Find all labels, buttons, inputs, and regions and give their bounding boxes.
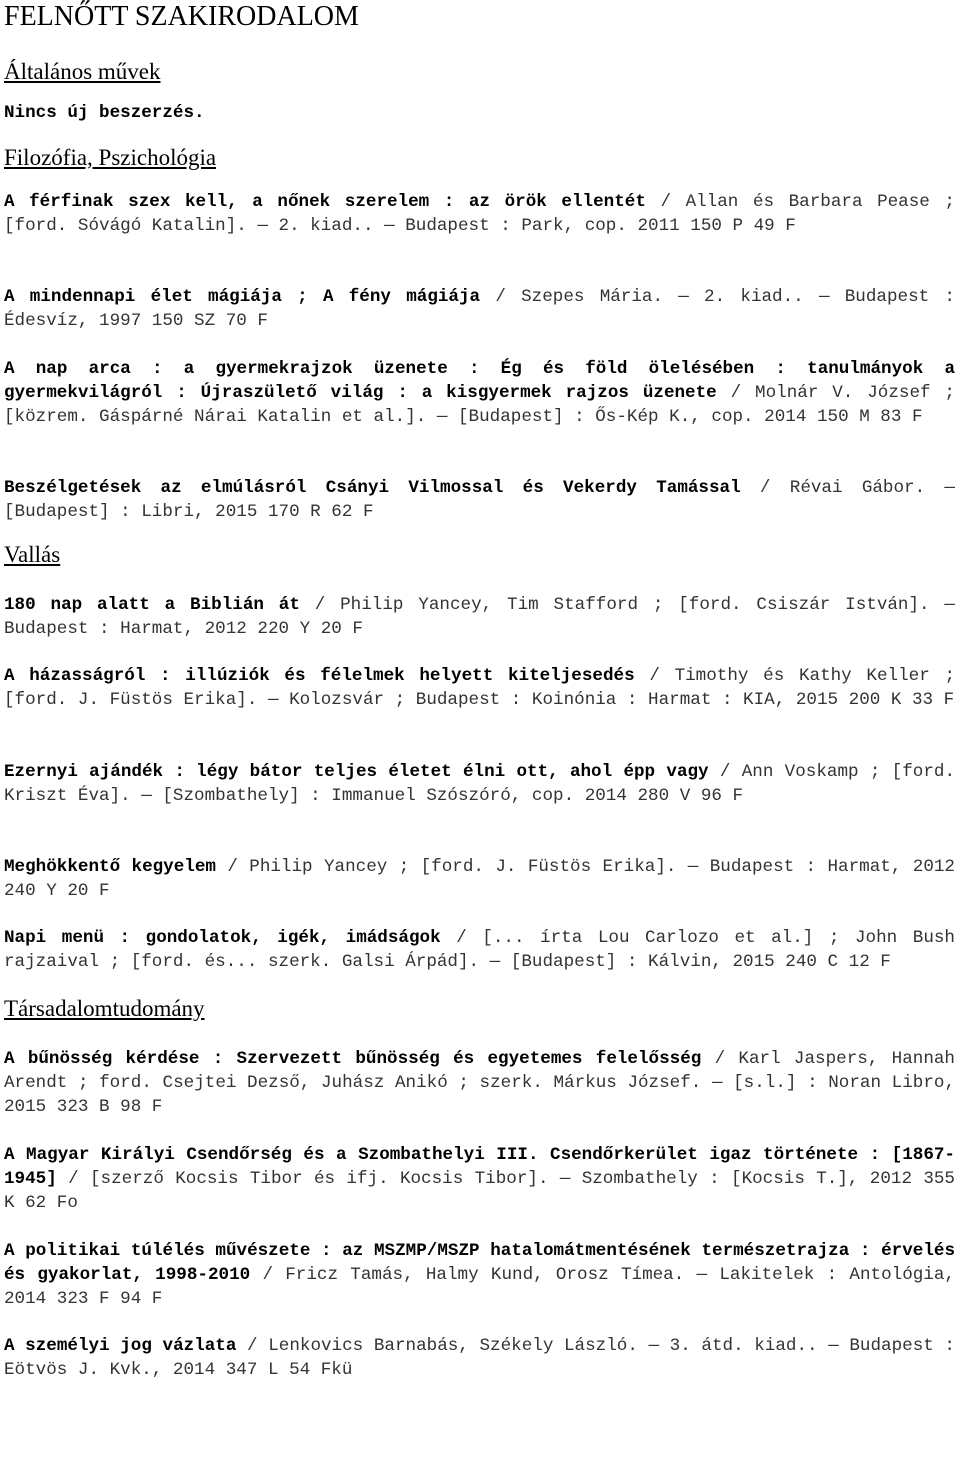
catalog-entry [4,190,955,285]
catalog-entry [4,1047,955,1143]
catalog-entry [4,593,955,664]
entry-details: / Ann Voskamp ; [ford. Kriszt Éva]. — [Szombathely] : Immanuel Szószóró, cop. 2014 280 V 96 F [4,762,955,806]
entry-details: / Révai Gábor. — [Budapest] : Libri, 2015 170 R 62 F [4,478,955,522]
entry-title: A Magyar Királyi Csendőrség és a Szombathelyi III. Csendőrkerület igaz története : [1867-1945] [4,1145,955,1189]
entry-title: Meghökkentő kegyelem [4,857,216,877]
entry-details: / [... írta Lou Carlozo et al.] ; John Bush rajzaival ; [ford. és... szerk. Galsi Árpád]. — [Budapest] : Kálvin, 2015 240 C 12 F [4,928,955,972]
entry-title: A mindennapi élet mágiája ; A fény mágiája [4,287,481,307]
entry-details: / Szepes Mária. — 2. kiad.. — Budapest : Édesvíz, 1997 150 SZ 70 F [4,287,955,331]
entry-title: A férfinak szex kell, a nőnek szerelem : az örök ellentét [4,192,646,212]
entry-details: / Fricz Tamás, Halmy Kund, Orosz Tímea. — Lakitelek : Antológia, 2014 323 F 94 F [4,1265,955,1309]
entry-details: / Karl Jaspers, Hannah Arendt ; ford. Csejtei Dezső, Juhász Anikó ; szerk. Márkus József. — [s.l.] : Noran Libro, 2015 323 B 98 F [4,1049,955,1117]
catalog-entry [4,476,955,548]
catalog-entry [4,1143,955,1239]
catalog-entry [4,664,955,760]
entry-title: Beszélgetések az elmúlásról Csányi Vilmossal és Vekerdy Tamással [4,478,741,498]
section-heading-philosophy: Filozófia, Pszichológia [4,145,217,170]
entry-title: A házasságról : illúziók és félelmek helyett kiteljesedés [4,666,635,686]
entry-details: / Philip Yancey ; [ford. J. Füstös Erika]. — Budapest : Harmat, 2012 240 Y 20 F [4,857,955,901]
entry-title: Ezernyi ajándék : légy bátor teljes életet élni ott, ahol épp vagy [4,762,709,782]
entry-title: A politikai túlélés művészete : az MSZMP/MSZP hatalomátmentésének természetrajza : érvelés és gyakorlat, 1998-2010 [4,1241,955,1285]
section-heading-religion: Vallás [4,542,61,567]
section-heading-social-science: Társadalomtudomány [4,996,205,1021]
page-title: FELNŐTT SZAKIRODALOM [4,1,359,32]
catalog-entry [4,1239,955,1334]
section-heading-general: Általános művek [4,59,161,84]
catalog-entry [4,357,955,476]
entry-details: / Timothy és Kathy Keller ; [ford. J. Füstös Erika]. — Kolozsvár ; Budapest : Koinónia : Harmat : KIA, 2015 200 K 33 F [4,666,956,710]
entry-title: A nap arca : a gyermekrajzok üzenete : Ég és föld ölelésében : tanulmányok a gyermekvilágról : Újraszülető világ : a kisgyermek rajzos üzenete [4,359,955,403]
entry-details: / [szerző Kocsis Tibor és ifj. Kocsis Tibor]. — Szombathely : [Kocsis T.], 2012 355 K 62 Fo [4,1169,955,1213]
catalog-entry [4,1334,955,1384]
catalog-entry [4,855,955,926]
entry-details: / Molnár V. József ; [közrem. Gáspárné Nárai Katalin et al.]. — [Budapest] : Ős-Kép K., cop. 2014 150 M 83 F [4,383,955,427]
catalog-entry [4,285,955,357]
entry-details: / Allan és Barbara Pease ; [ford. Sóvágó Katalin]. — 2. kiad.. — Budapest : Park, cop. 2011 150 P 49 F [4,192,955,236]
entry-details: / Lenkovics Barnabás, Székely László. — 3. átd. kiad.. — Budapest : Eötvös J. Kvk., 2014 347 L 54 Fkü [4,1336,955,1380]
entry-title: A bűnösség kérdése : Szervezett bűnösség és egyetemes felelősség [4,1049,702,1069]
entry-title: Napi menü : gondolatok, igék, imádságok [4,928,441,948]
entry-title: A személyi jog vázlata [4,1336,237,1356]
entry-details: / Philip Yancey, Tim Stafford ; [ford. Csiszár István]. — Budapest : Harmat, 2012 220 Y 20 F [4,595,955,639]
no-new-acquisitions-text: Nincs új beszerzés. [4,103,205,123]
catalog-entry [4,760,955,855]
entry-title: 180 nap alatt a Biblián át [4,595,300,615]
